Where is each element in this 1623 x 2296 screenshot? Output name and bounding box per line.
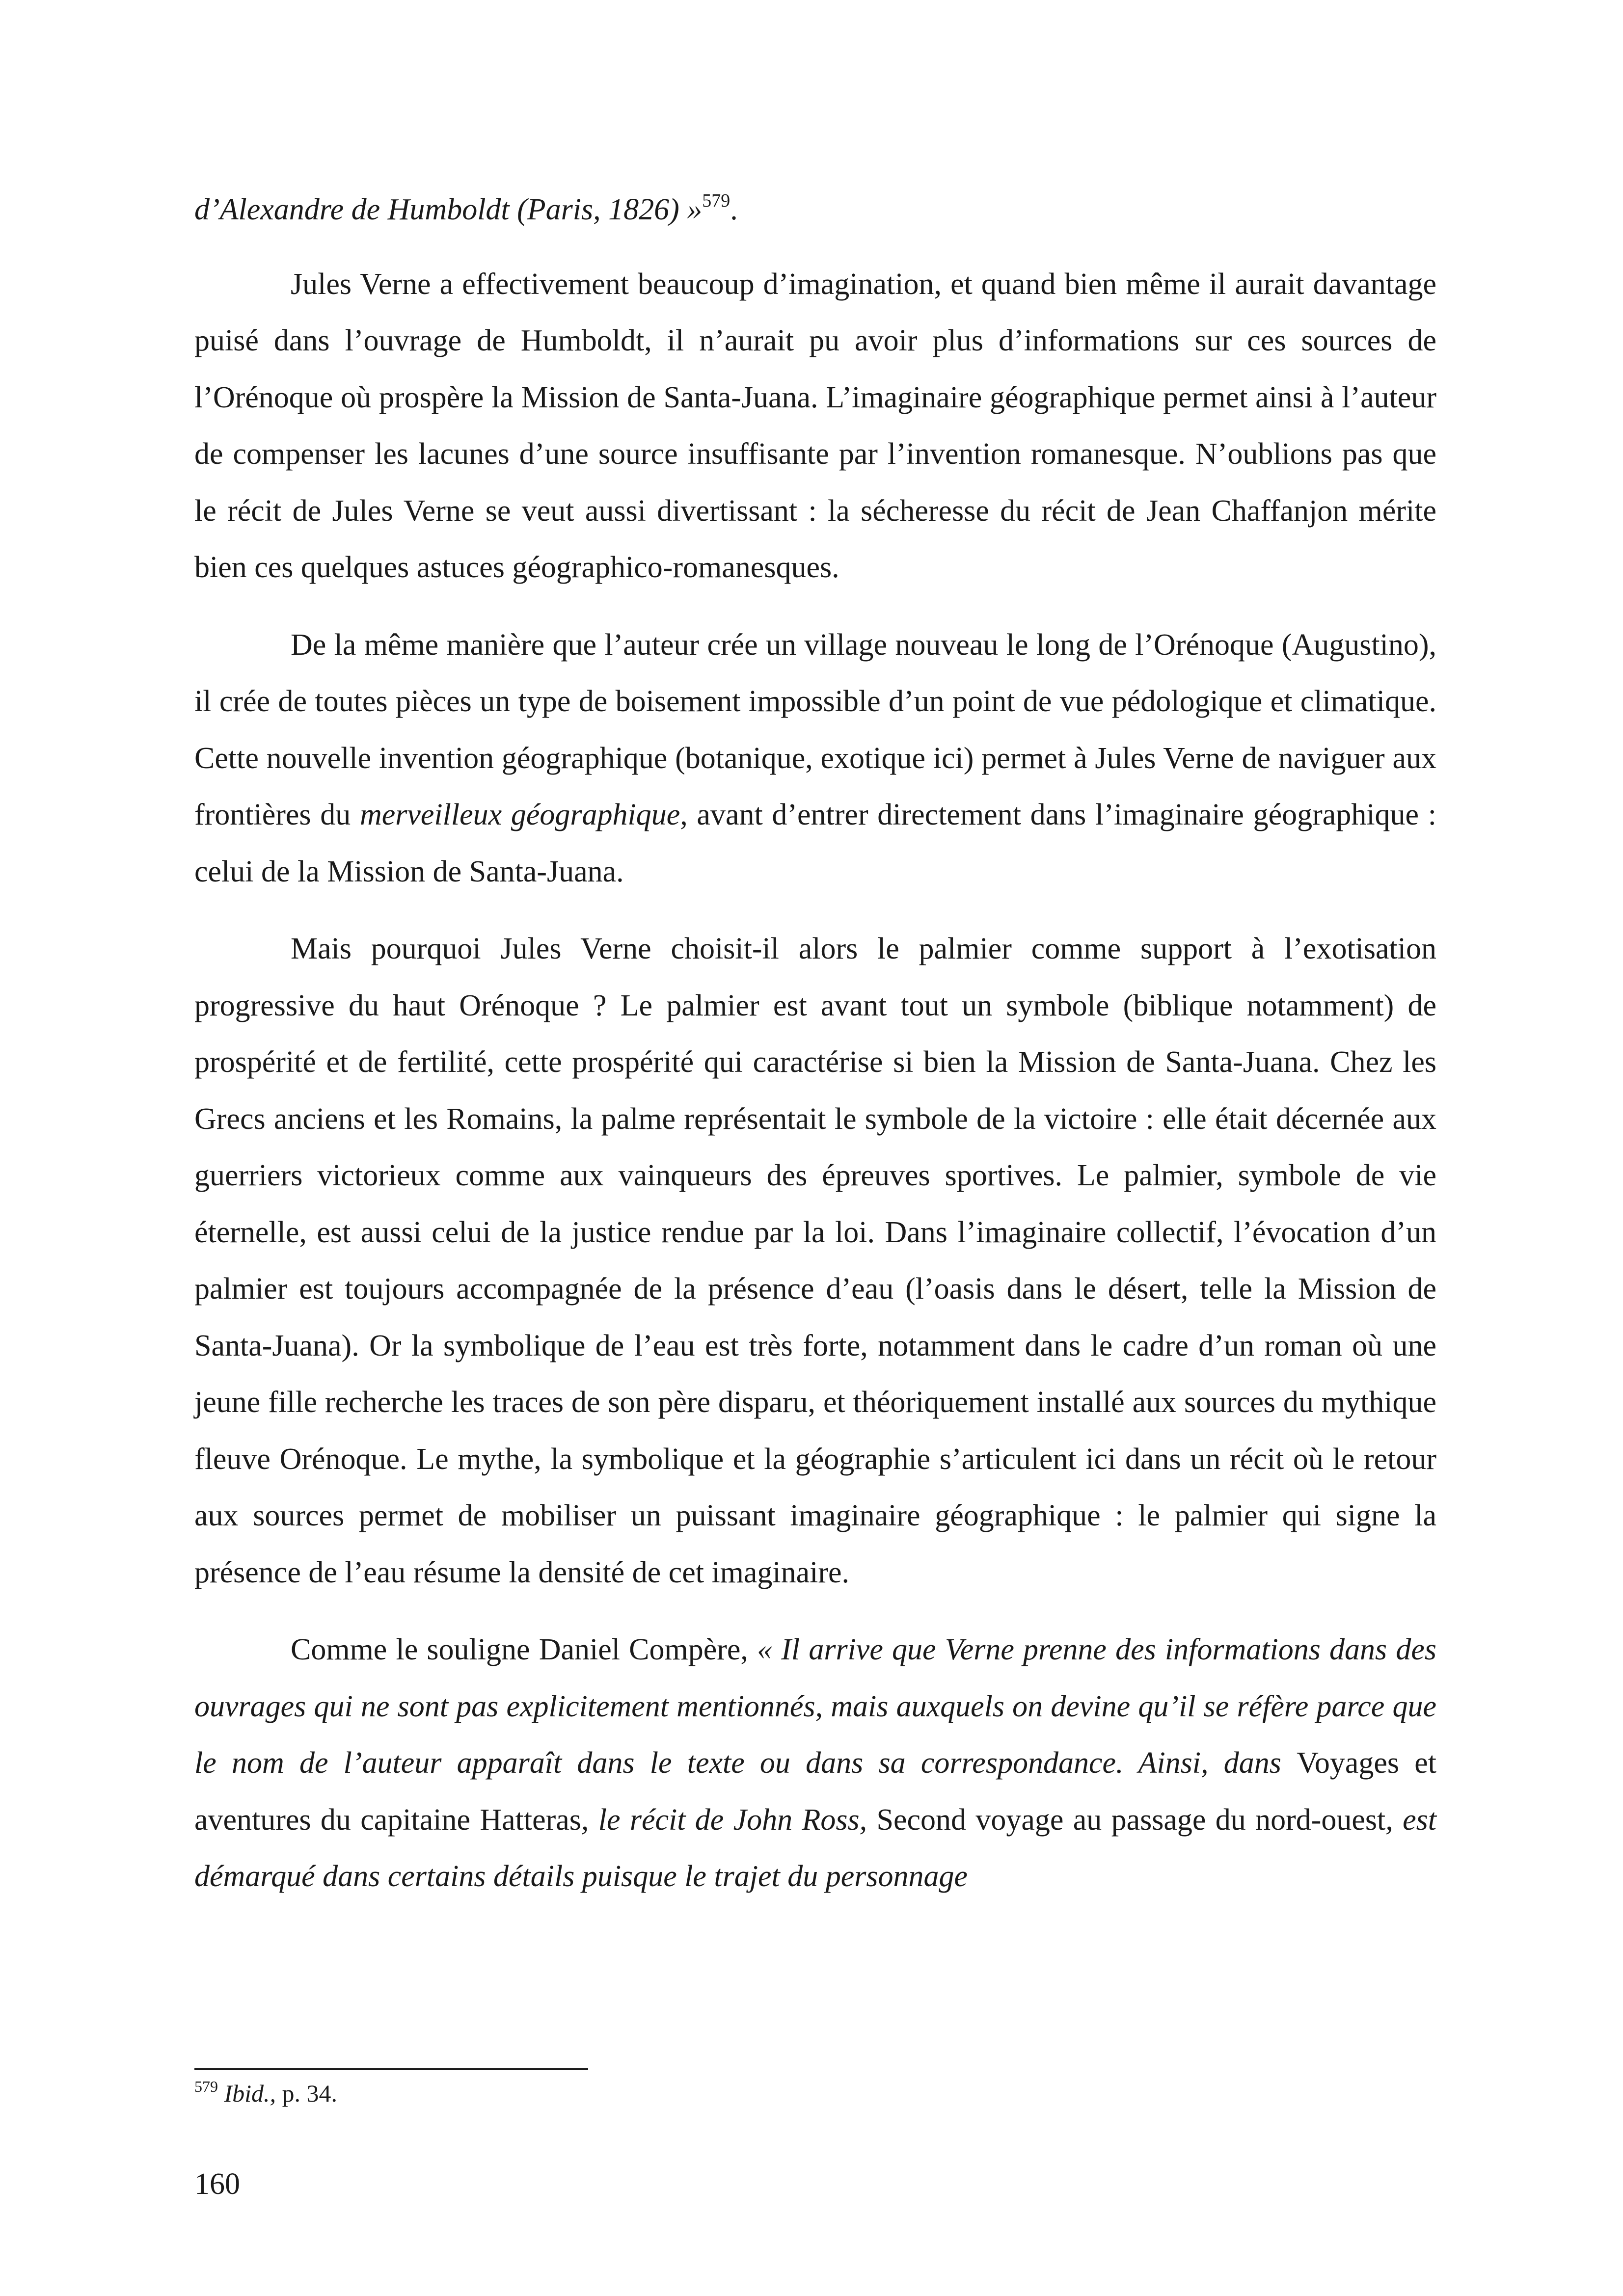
paragraph-4: Comme le souligne Daniel Compère, « Il arrive que Verne prenne des informations dans des ouvrages qui ne sont pas explicitement mentionnés, mais auxquels on devine qu’il se réfère parce que le nom de l’auteur apparaît dans le texte ou dans sa correspondance. Ainsi, dans Voyages et aventures du capitaine Hatteras, le récit de John Ross, Second voyage au passage du nord-ouest, est démarqué dans certains détails puisque le trajet du personnage — [194, 1633, 1436, 1893]
footnote-reference[interactable]: 579 — [702, 190, 730, 211]
footnote-number: 579 — [194, 2078, 218, 2095]
paragraph-continuation: d’Alexandre de Humboldt (Paris, 1826) »$^{579}$. — [194, 190, 738, 226]
italic-term: merveilleux géographique — [359, 798, 680, 831]
page-body — [194, 182, 1436, 1926]
footnote-italic: Ibid., — [224, 2080, 276, 2107]
footnote-separator — [194, 2068, 588, 2070]
footnote — [194, 2076, 337, 2110]
italic-quote: , est démarqué dans certains détails puisque le trajet du personnage — [194, 1803, 1436, 1893]
italic-quote: , le récit de John Ross, — [581, 1803, 877, 1837]
book-title: Voyages et aventures du capitaine Hatteras — [194, 1746, 1436, 1837]
italic-citation: d’Alexandre de Humboldt (Paris, 1826) » — [194, 193, 703, 226]
footnote-text: p. 34. — [276, 2080, 338, 2107]
paragraph-3: Mais pourquoi Jules Verne choisit-il alors le palmier comme support à l’exotisation progressive du haut Orénoque ? Le palmier est avant tout un symbole (biblique notamment) de prospérité et de fertilité, cette prospérité qui caractérise si bien la Mission de Santa-Juana. Chez les Grecs anciens et les Romains, la palme représentait le symbole de la victoire : elle était décernée aux guerriers victorieux comme aux vainqueurs des épreuves sportives. Le palmier, symbole de vie éternelle, est aussi celui de la justice rendue par la loi. Dans l’imaginaire collectif, l’évocation d’un palmier est toujours accompagnée de la présence d’eau (l’oasis dans le désert, telle la Mission de Santa-Juana). Or la symbolique de l’eau est très forte, notamment dans le cadre d’un roman où une jeune fille recherche les traces de son père disparu, et théoriquement installé aux sources du mythique fleuve Orénoque. Le mythe, la symbolique et la géographie s’articulent ici dans un récit où le retour aux sources permet de mobiliser un puissant imaginaire géographique : le palmier qui signe la présence de l’eau résume la densité de cet imaginaire. — [194, 932, 1436, 1589]
book-title: Second voyage au passage du nord-ouest — [876, 1803, 1386, 1837]
paragraph-1: Jules Verne a effectivement beaucoup d’imagination, et quand bien même il aurait davantage puisé dans l’ouvrage de Humboldt, il n’aurait pu avoir plus d’informations sur ces sources de l’Orénoque où prospère la Mission de Santa-Juana. L’imaginaire géographique permet ainsi à l’auteur de compenser les lacunes d’une source insuffisante par l’invention romanesque. N’oublions pas que le récit de Jules Verne se veut aussi divertissant : la sécheresse du récit de Jean Chaffanjon mérite bien ces quelques astuces géographico-romanesques. — [194, 267, 1436, 584]
italic-quote: « Il arrive que Verne prenne des informations dans des ouvrages qui ne sont pas explicitement mentionnés, mais auxquels on devine qu’il se réfère parce que le nom de l’auteur apparaît dans le texte ou dans sa correspondance. Ainsi, dans — [194, 1633, 1436, 1780]
paragraph-2: De la même manière que l’auteur crée un village nouveau le long de l’Orénoque (Augustino), il crée de toutes pièces un type de boisement impossible d’un point de vue pédologique et climatique. Cette nouvelle invention géographique (botanique, exotique ici) permet à Jules Verne de naviguer aux frontières du merveilleux géographique, avant d’entrer directement dans l’imaginaire géographique : celui de la Mission de Santa-Juana. — [194, 628, 1436, 888]
page-number: 160 — [194, 2167, 240, 2201]
